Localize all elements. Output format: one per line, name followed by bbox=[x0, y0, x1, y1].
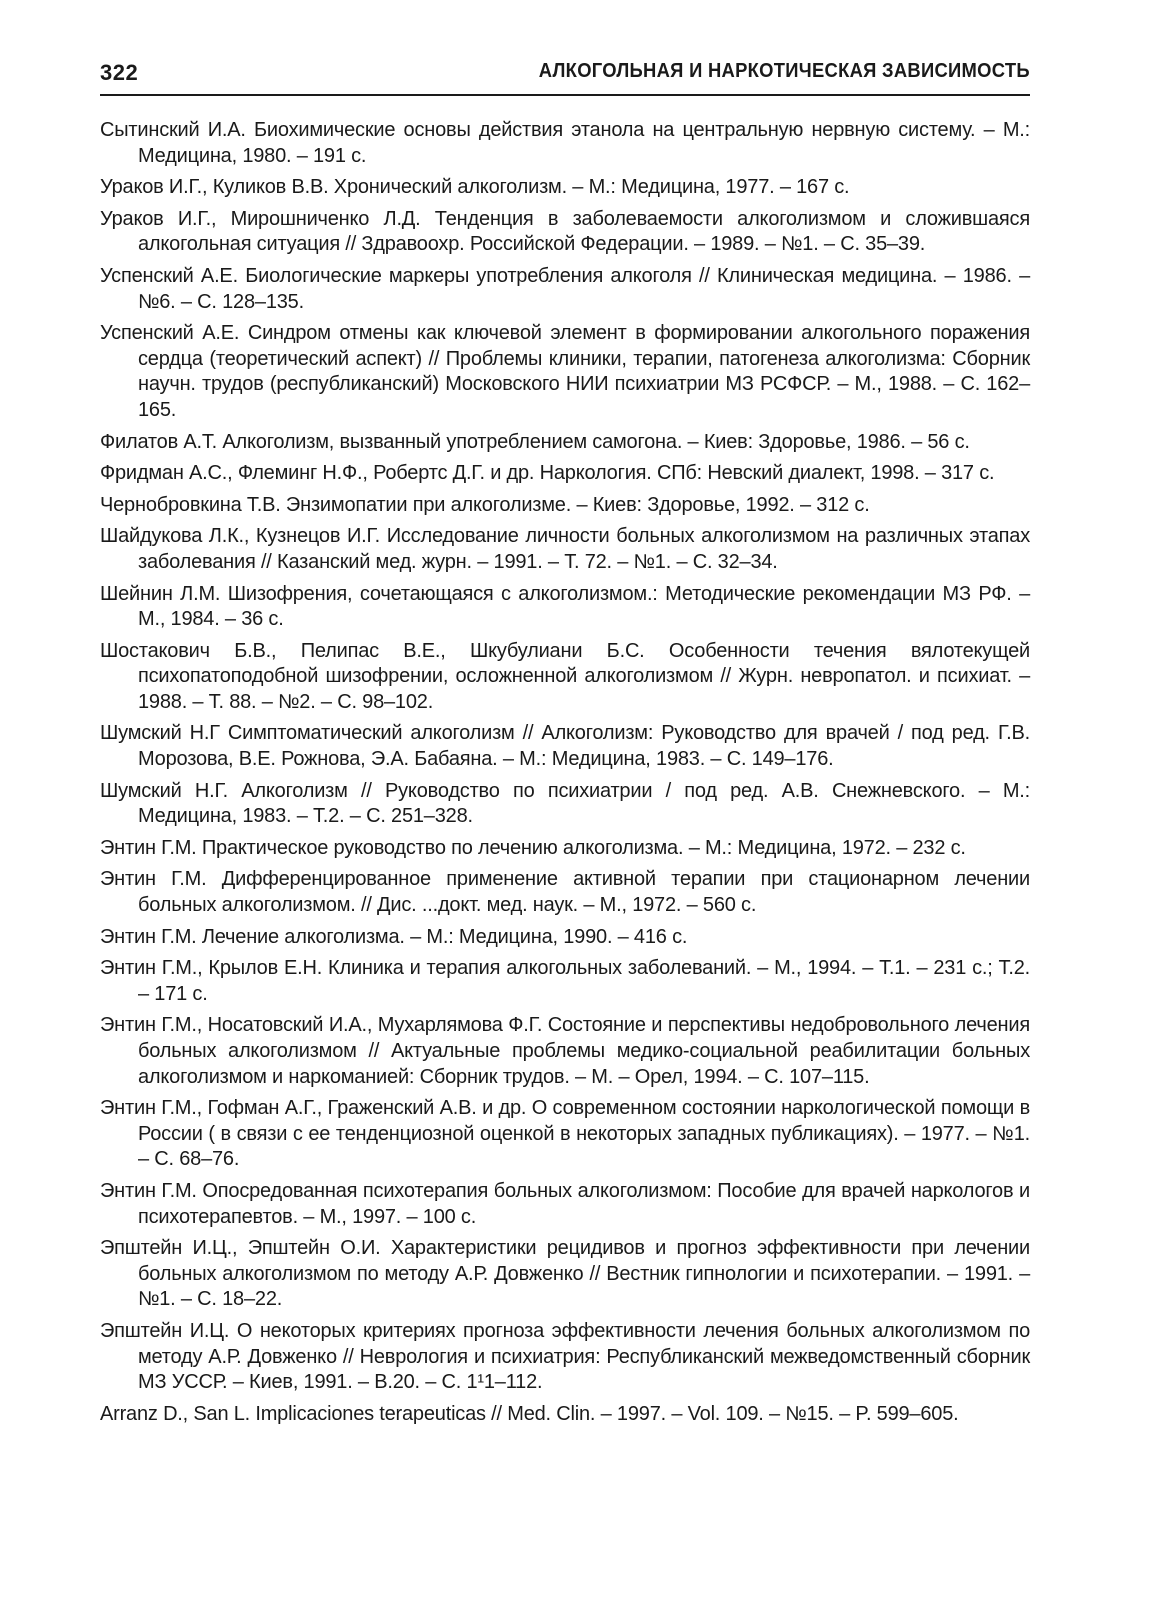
page-header bbox=[100, 58, 1030, 96]
reference-item: Энтин Г.М., Носатовский И.А., Мухарлямова Ф.Г. Состояние и перспективы недобровольного лечения больных алкоголизмом // Актуальные проблемы медико-социальной реабилитации больных алкоголизмом и наркоманией: Сборник трудов. – М. – Орел, 1994. – С. 107–115. bbox=[100, 1014, 1030, 1088]
reference-item: Фридман А.С., Флеминг Н.Ф., Робертс Д.Г. и др. Наркология. СПб: Невский диалект, 1998. – 317 с. bbox=[100, 462, 995, 485]
reference-item: Ураков И.Г., Мирошниченко Л.Д. Тенденция в заболеваемости алкоголизмом и сложившаяся алкогольная ситуация // Здравоохр. Российской Федерации. – 1989. – №1. – С. 35–39. bbox=[100, 207, 1030, 256]
reference-item: Энтин Г.М., Крылов Е.Н. Клиника и терапия алкогольных заболеваний. – М., 1994. – Т.1. – 231 с.; Т.2. – 171 с. bbox=[100, 957, 1030, 1005]
reference-item: Шайдукова Л.К., Кузнецов И.Г. Исследование личности больных алкоголизмом на различных этапах заболевания // Казанский мед. журн. – 1991. – Т. 72. – №1. – С. 32–34. bbox=[100, 525, 1030, 573]
reference-item: Шумский Н.Г Симптоматический алкоголизм // Алкоголизм: Руководство для врачей / под ред. Г.В. Морозова, В.Е. Рожнова, Э.А. Бабаяна. – М.: Медицина, 1983. – С. 149–176. bbox=[100, 722, 1030, 771]
reference-item: Успенский А.Е. Синдром отмены как ключевой элемент в формировании алкогольного поражения сердца (теоретический аспект) // Проблемы клиники, терапии, патогенеза алкоголизма: Сборник научн. трудов (республиканский) Московского НИИ психиатрии МЗ РСФСР. – М., 1988. – С. 162–165. bbox=[100, 322, 1030, 421]
reference-item: Шумский Н.Г. Алкоголизм // Руководство по психиатрии / под ред. А.В. Снежневского. – М.: Медицина, 1983. – Т.2. – С. 251–328. bbox=[100, 779, 1030, 828]
reference-item: Чернобровкина Т.В. Энзимопатии при алкоголизме. – Киев: Здоровье, 1992. – 312 с. bbox=[100, 493, 870, 516]
reference-item: Ураков И.Г., Куликов В.В. Хронический алкоголизм. – М.: Медицина, 1977. – 167 с. bbox=[100, 176, 850, 199]
reference-item: Успенский А.Е. Биологические маркеры употребления алкоголя // Клиническая медицина. – 1986. – №6. – С. 128–135. bbox=[100, 264, 1030, 313]
reference-list bbox=[100, 118, 1030, 1433]
reference-item: Энтин Г.М. Опосредованная психотерапия больных алкоголизмом: Пособие для врачей наркологов и психотерапевтов. – М., 1997. – 100 с. bbox=[100, 1179, 1030, 1228]
reference-item: Эпштейн И.Ц., Эпштейн О.И. Характеристики рецидивов и прогноз эффективности при лечении больных алкоголизмом по методу А.Р. Довженко // Вестник гипнологии и психотерапии. – 1991. – №1. – С. 18–22. bbox=[100, 1237, 1030, 1311]
reference-item: Энтин Г.М. Дифференцированное применение активной терапии при стационарном лечении больных алкоголизмом. // Дис. ...докт. мед. наук. – М., 1972. – 560 с. bbox=[100, 868, 1030, 917]
reference-item: Шейнин Л.М. Шизофрения, сочетающаяся с алкоголизмом.: Методические рекомендации МЗ РФ. – М., 1984. – 36 с. bbox=[100, 582, 1030, 631]
reference-item: Эпштейн И.Ц. О некоторых критериях прогноза эффективности лечения больных алкоголизмом по методу А.Р. Довженко // Неврология и психиатрия: Республиканский межведомственный сборник МЗ УССР. – Киев, 1991. – В.20. – С. 1¹1–112. bbox=[100, 1319, 1030, 1394]
reference-item: Энтин Г.М. Лечение алкоголизма. – М.: Медицина, 1990. – 416 с. bbox=[100, 925, 688, 948]
reference-item: Энтин Г.М. Практическое руководство по лечению алкоголизма. – М.: Медицина, 1972. – 232 с. bbox=[100, 836, 966, 859]
reference-item: Филатов А.Т. Алкоголизм, вызванный употреблением самогона. – Киев: Здоровье, 1986. – 56 с. bbox=[100, 430, 970, 453]
reference-item: Arranz D., San L. Implicaciones terapeuticas // Med. Clin. – 1997. – Vol. 109. – №15. – P. 599–605. bbox=[100, 1402, 959, 1425]
page-number: 322 bbox=[100, 60, 139, 85]
reference-item: Сытинский И.А. Биохимические основы действия этанола на центральную нервную систему. – М.: Медицина, 1980. – 191 с. bbox=[100, 119, 1030, 167]
running-title: АЛКОГОЛЬНАЯ И НАРКОТИЧЕСКАЯ ЗАВИСИМОСТЬ bbox=[538, 60, 1030, 82]
reference-item: Энтин Г.М., Гофман А.Г., Граженский А.В. и др. О современном состоянии наркологической помощи в России ( в связи с ее тенденциозной оценкой в некоторых западных публикациях). – 1977. – №1. – С. 68–76. bbox=[100, 1097, 1030, 1171]
reference-item: Шостакович Б.В., Пелипас В.Е., Шкубулиани Б.С. Особенности течения вялотекущей психопатоподобной шизофрении, осложненной алкоголизмом // Журн. невропатол. и психиат. –1988. – Т. 88. – №2. – С. 98–102. bbox=[100, 639, 1030, 713]
